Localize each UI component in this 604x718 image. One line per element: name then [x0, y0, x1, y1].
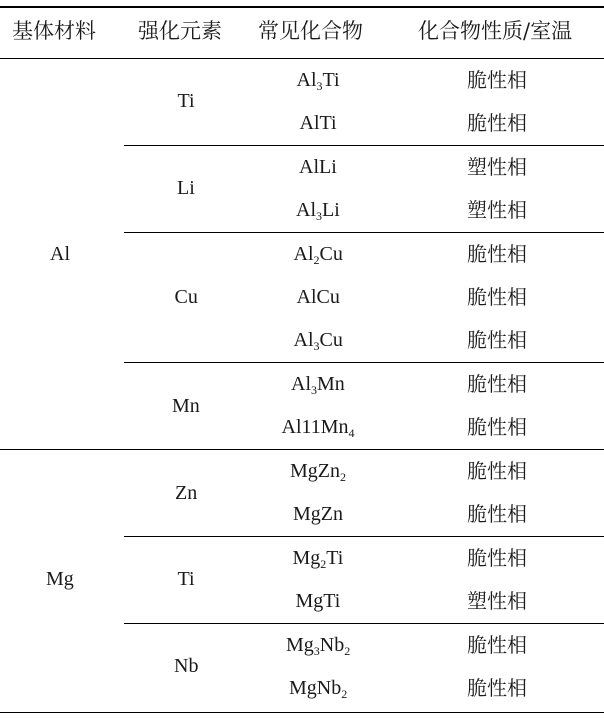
compound-property: 脆性相 [467, 545, 527, 570]
group-divider [0, 449, 604, 450]
formula-subscript: 3 [313, 643, 320, 658]
compound-formula [294, 240, 343, 268]
compound-property: 脆性相 [467, 111, 527, 136]
header-common-compound: 常见化合物 [258, 19, 363, 43]
compound-formula [282, 413, 355, 441]
formula-text: MgZn [290, 459, 340, 482]
element-divider [124, 145, 604, 146]
formula-text: AlLi [299, 155, 337, 178]
formula-text: Al [296, 68, 317, 91]
formula-subscript: 3 [316, 209, 322, 224]
formula-text: Nb [319, 633, 345, 656]
compound-formula [289, 674, 347, 702]
formula-text: Al [291, 372, 311, 395]
header-strengthening-element: 强化元素 [138, 19, 222, 43]
formula-subscript: 2 [340, 469, 346, 484]
formula-text: MgTi [295, 590, 341, 613]
formula-text: Mg [292, 546, 321, 569]
element-divider [124, 232, 604, 233]
strengthening-element: Mn [172, 394, 200, 417]
compound-formula [293, 500, 343, 528]
header-base-material: 基体材料 [12, 19, 96, 43]
formula-text: Al [293, 329, 314, 352]
formula-subscript: 2 [341, 687, 348, 702]
compound-formula [300, 109, 337, 137]
compound-property: 脆性相 [467, 284, 527, 309]
element-divider [124, 536, 604, 537]
formula-subscript: 4 [348, 426, 355, 441]
compound-property: 塑性相 [467, 198, 527, 223]
formula-subscript: 2 [320, 556, 327, 571]
formula-text: Ti [322, 68, 340, 91]
compound-formula [293, 544, 344, 572]
formula-subscript: 2 [313, 252, 320, 267]
compound-property: 脆性相 [467, 632, 527, 657]
compound-formula [296, 587, 341, 615]
compound-property: 塑性相 [467, 154, 527, 179]
compound-property: 脆性相 [467, 328, 527, 353]
formula-text: Al11Mn [281, 416, 349, 439]
compound-formula [299, 153, 337, 181]
base-material: Mg [46, 568, 74, 591]
header-compound-property: 化合物性质/室温 [418, 19, 573, 43]
strengthening-element: Nb [174, 655, 199, 678]
formula-text: AlCu [296, 285, 340, 308]
strengthening-element: Ti [177, 568, 195, 591]
formula-text: Cu [319, 329, 343, 352]
compound-formula [297, 283, 340, 311]
header-rule [0, 58, 604, 59]
compound-formula [291, 370, 345, 398]
formula-text: Al [293, 242, 314, 265]
formula-subscript: 3 [316, 78, 323, 93]
compound-property: 塑性相 [467, 589, 527, 614]
bottom-rule [0, 712, 604, 713]
compound-property: 脆性相 [467, 415, 527, 440]
compound-formula [296, 196, 340, 224]
formula-subscript: 3 [313, 339, 320, 354]
formula-text: Cu [319, 242, 343, 265]
compound-property: 脆性相 [467, 241, 527, 266]
formula-text: AlTi [299, 112, 337, 135]
compound-formula [290, 457, 346, 485]
compound-formula [294, 326, 343, 354]
formula-text: MgNb [289, 677, 342, 700]
top-rule [0, 6, 604, 8]
compound-formula [286, 631, 350, 659]
formula-text: Mg [286, 633, 314, 656]
strengthening-element: Li [177, 177, 195, 200]
formula-text: Ti [326, 546, 344, 569]
formula-subscript: 3 [311, 382, 317, 397]
formula-subscript: 2 [344, 643, 351, 658]
strengthening-element: Cu [174, 285, 198, 308]
strengthening-element: Ti [177, 90, 195, 113]
formula-text: Al [296, 199, 316, 222]
compound-property: 脆性相 [467, 676, 527, 701]
compound-property: 脆性相 [467, 502, 527, 527]
compound-property: 脆性相 [467, 458, 527, 483]
formula-text: MgZn [293, 503, 343, 526]
element-divider [124, 623, 604, 624]
formula-text: Mn [317, 372, 345, 395]
compound-property: 脆性相 [467, 67, 527, 92]
formula-text: Li [322, 199, 340, 222]
compound-formula [297, 66, 340, 94]
strengthening-element: Zn [175, 481, 198, 504]
compound-property: 脆性相 [467, 371, 527, 396]
element-divider [124, 362, 604, 363]
base-material: Al [50, 242, 70, 265]
